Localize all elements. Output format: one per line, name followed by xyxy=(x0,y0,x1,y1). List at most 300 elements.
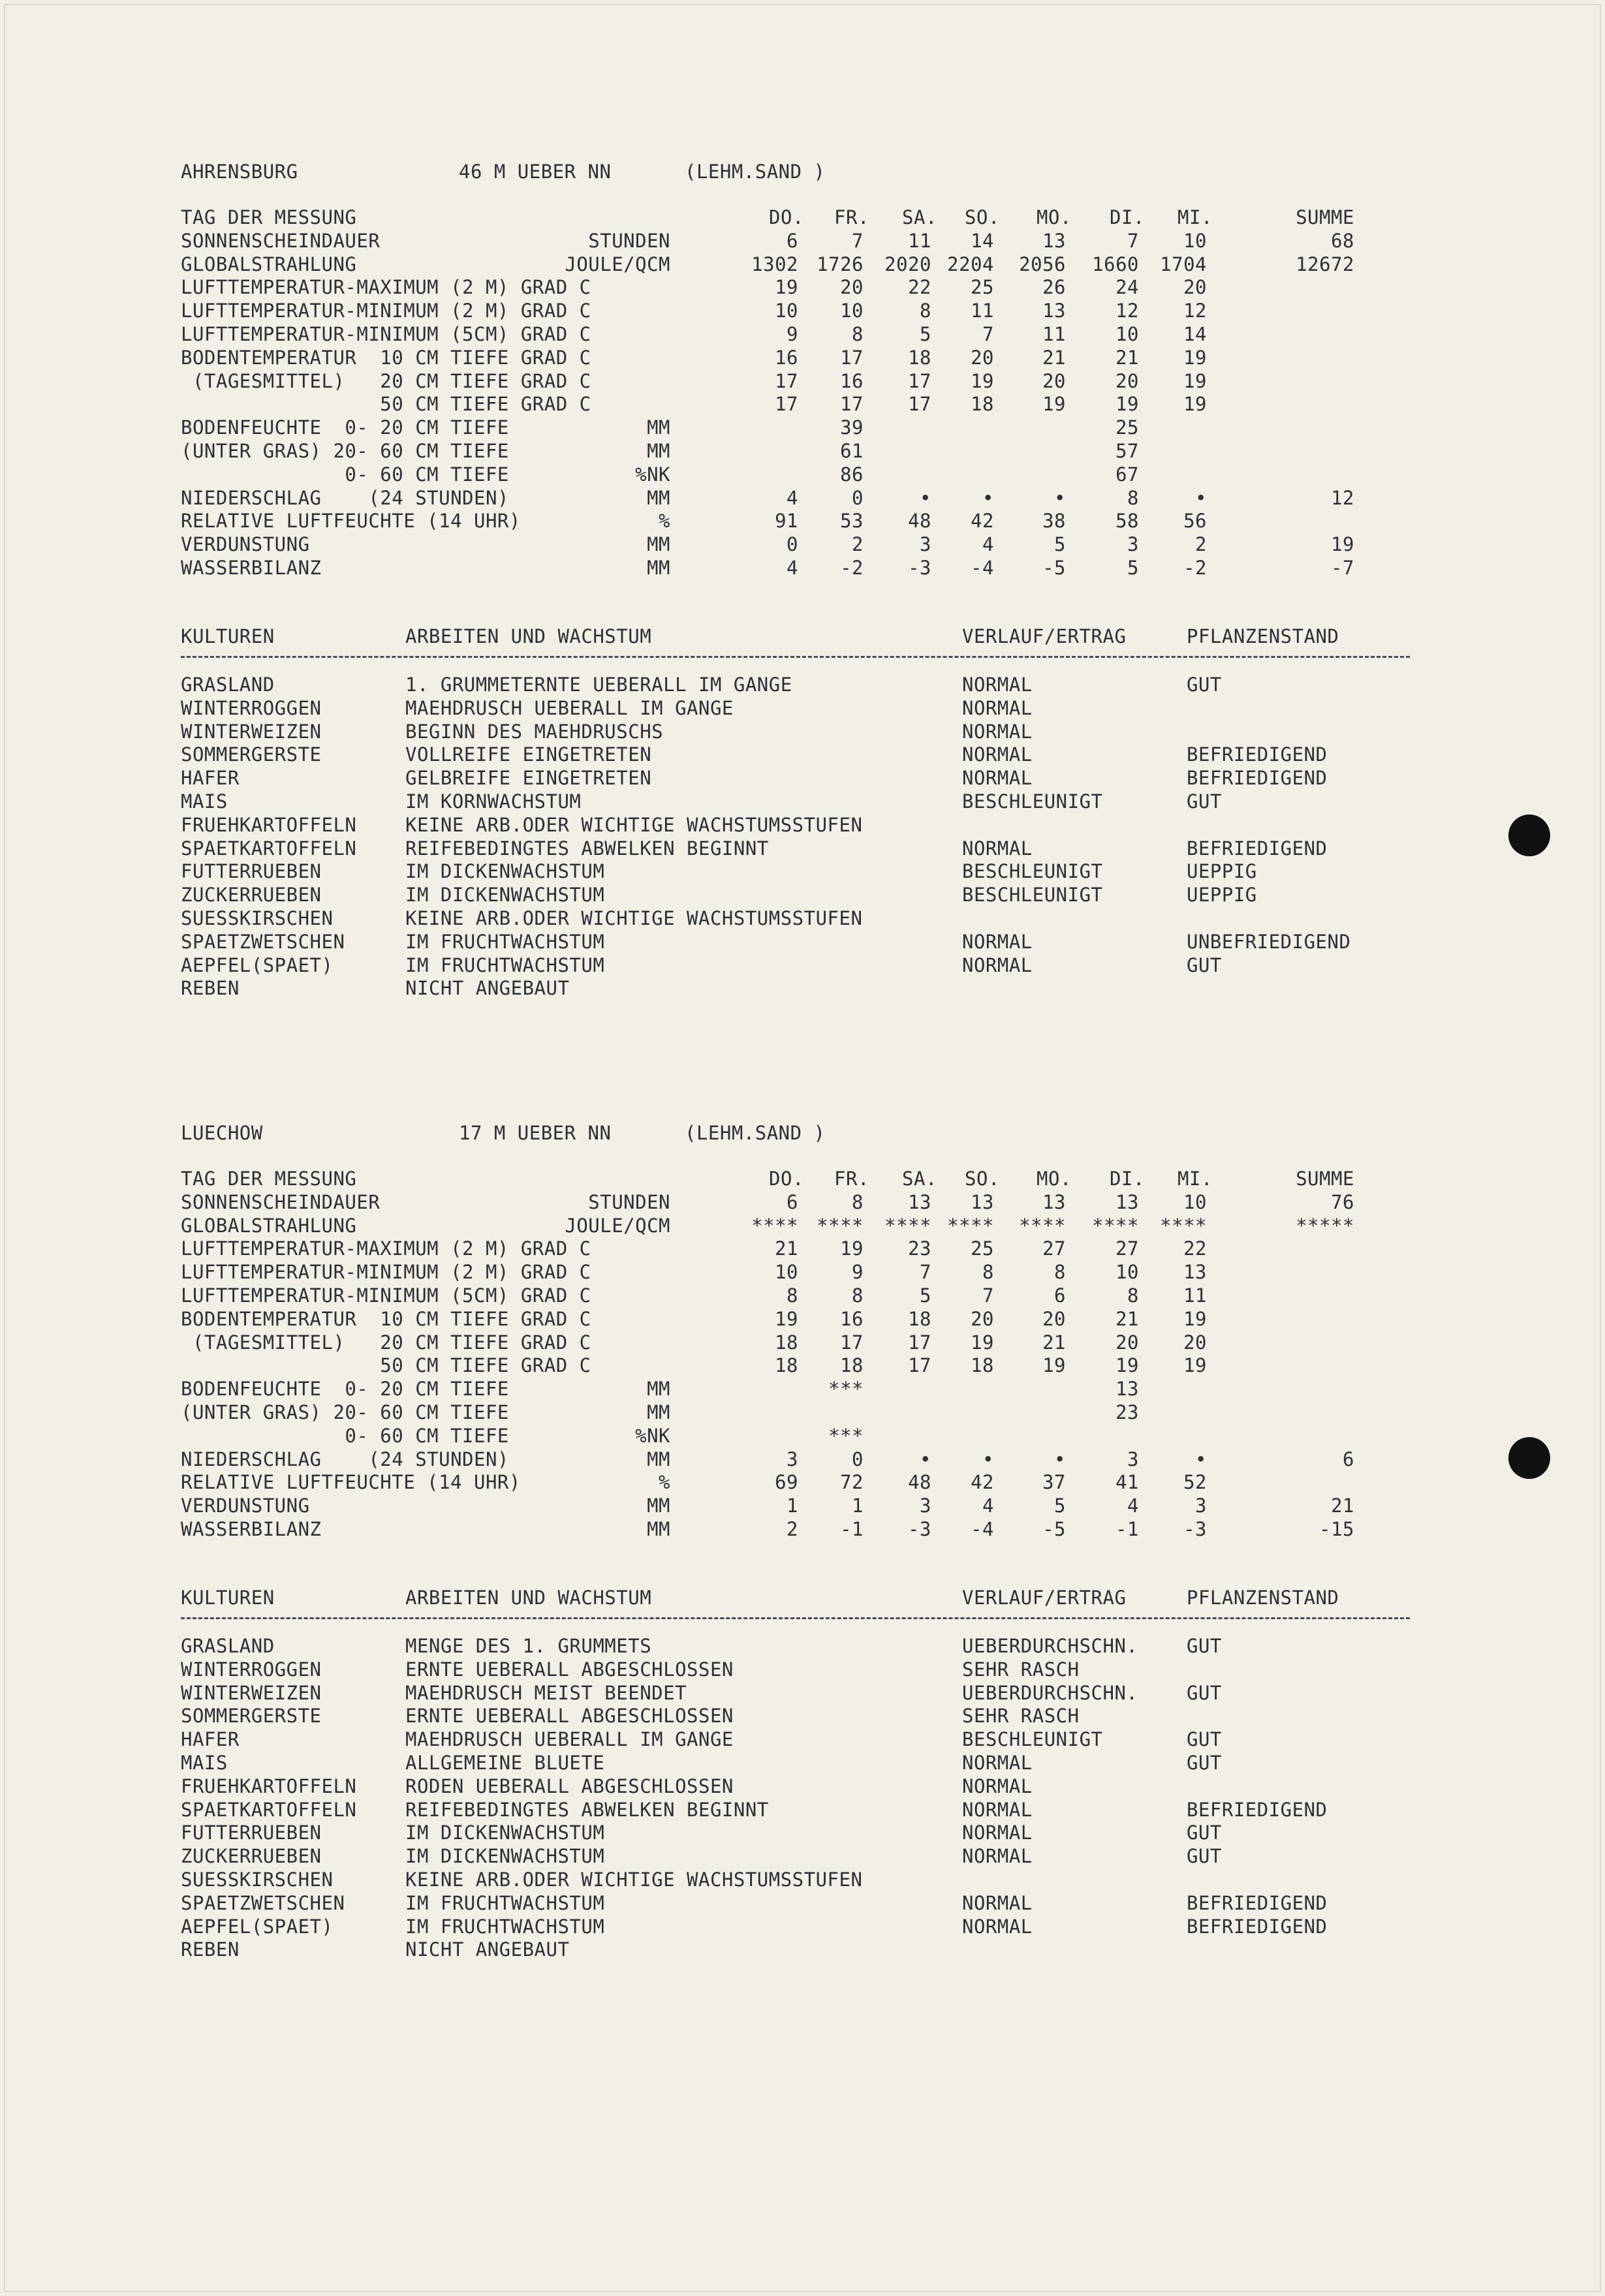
weather-row-unit: MM xyxy=(647,440,670,462)
weather-sum: 12672 xyxy=(1296,253,1354,275)
weather-value: 6 xyxy=(787,1190,798,1213)
weather-value: 57 xyxy=(1115,440,1139,462)
weather-value: 19 xyxy=(1042,1354,1066,1377)
crop-course: NORMAL xyxy=(962,720,1033,743)
weather-row-label: RELATIVE LUFTFEUCHTE (14 UHR) xyxy=(181,510,521,533)
weather-value: 4 xyxy=(982,533,994,556)
weather-row-unit: MM xyxy=(647,486,670,509)
weather-value: 19 xyxy=(840,1237,864,1260)
weather-value: 0 xyxy=(852,1448,864,1470)
weather-value: 18 xyxy=(971,1354,994,1377)
crop-work: BEGINN DES MAEHDRUSCHS xyxy=(405,720,664,743)
weather-row-unit: MM xyxy=(647,557,670,579)
weather-row-label: WASSERBILANZ xyxy=(181,1518,322,1540)
crop-state: BEFRIEDIGEND xyxy=(1187,1915,1328,1938)
weather-value: 10 xyxy=(1115,323,1139,345)
crop-name: SOMMERGERSTE xyxy=(181,743,322,766)
crops-header-course: VERLAUF/ERTRAG xyxy=(962,625,1127,647)
weather-value: 21 xyxy=(1115,1307,1139,1330)
crop-work: IM DICKENWACHSTUM xyxy=(405,1845,605,1868)
weather-value: 2056 xyxy=(1019,253,1066,275)
weather-value: 25 xyxy=(971,1237,994,1260)
weather-value: 3 xyxy=(1195,1495,1207,1517)
crop-work: IM FRUCHTWACHSTUM xyxy=(405,930,605,953)
crop-name: MAIS xyxy=(181,790,228,813)
weather-value: 5 xyxy=(1127,557,1139,579)
weather-sum: ***** xyxy=(1296,1214,1354,1237)
weather-value: • xyxy=(920,486,931,509)
weather-row-label: 50 CM TIEFE GRAD C xyxy=(181,393,591,416)
station-name: LUECHOW xyxy=(181,1122,263,1144)
weather-value: 17 xyxy=(840,346,864,369)
crop-work: IM KORNWACHSTUM xyxy=(405,790,582,813)
weather-row-label: GLOBALSTRAHLUNG xyxy=(181,1214,357,1237)
crops-header-state: PFLANZENSTAND xyxy=(1187,625,1339,647)
weather-value: 42 xyxy=(971,1471,994,1494)
weather-row-label: SONNENSCHEINDAUER xyxy=(181,1190,381,1213)
weather-value: 5 xyxy=(1054,533,1066,556)
weather-row-label: RELATIVE LUFTFEUCHTE (14 UHR) xyxy=(181,1471,521,1494)
weather-row-label: BODENTEMPERATUR 10 CM TIEFE GRAD C xyxy=(181,1307,591,1330)
weather-value: 9 xyxy=(787,323,798,345)
weather-value: 2020 xyxy=(884,253,931,275)
crop-state: GUT xyxy=(1187,954,1222,976)
crop-state: GUT xyxy=(1187,1635,1222,1657)
crop-name: HAFER xyxy=(181,767,240,790)
crop-work: NICHT ANGEBAUT xyxy=(405,977,570,1000)
crop-work: IM DICKENWACHSTUM xyxy=(405,884,605,907)
weather-value: 19 xyxy=(1183,1307,1207,1330)
crop-name: FRUEHKARTOFFELN xyxy=(181,1775,357,1797)
crop-work: VOLLREIFE EINGETRETEN xyxy=(405,743,652,766)
weather-row-label: BODENFEUCHTE 0- 20 CM TIEFE xyxy=(181,1378,509,1401)
crop-work: REIFEBEDINGTES ABWELKEN BEGINNT xyxy=(405,1798,769,1821)
day-header: DI. xyxy=(1110,1168,1145,1190)
weather-value: 11 xyxy=(1183,1284,1207,1307)
crop-name: WINTERROGGEN xyxy=(181,1658,322,1681)
sum-header: SUMME xyxy=(1296,1168,1354,1190)
station-elevation: 17 M UEBER NN xyxy=(459,1122,612,1144)
weather-value: 2 xyxy=(852,533,864,556)
weather-value: 7 xyxy=(982,323,994,345)
weather-row-label: VERDUNSTUNG xyxy=(181,1495,310,1517)
crop-work: KEINE ARB.ODER WICHTIGE WACHSTUMSSTUFEN xyxy=(405,813,863,836)
weather-value: 41 xyxy=(1115,1471,1139,1494)
weather-value: • xyxy=(1054,486,1066,509)
weather-value: 19 xyxy=(775,1307,798,1330)
weather-value: 11 xyxy=(1042,323,1066,345)
weather-row-label: (UNTER GRAS) 20- 60 CM TIEFE xyxy=(181,440,509,462)
weather-value: 19 xyxy=(775,276,798,299)
station-name: AHRENSBURG xyxy=(181,161,298,183)
crop-work: IM DICKENWACHSTUM xyxy=(405,860,605,883)
crop-work: ALLGEMEINE BLUETE xyxy=(405,1752,605,1774)
day-header-label: TAG DER MESSUNG xyxy=(181,206,357,228)
crop-name: MAIS xyxy=(181,1752,228,1774)
weather-sum: -7 xyxy=(1331,557,1354,579)
crop-course: SEHR RASCH xyxy=(962,1705,1080,1728)
crop-course: NORMAL xyxy=(962,1822,1033,1844)
weather-row-label: BODENFEUCHTE 0- 20 CM TIEFE xyxy=(181,416,509,439)
weather-value: 22 xyxy=(908,276,931,299)
weather-value: 11 xyxy=(971,300,994,322)
weather-value: 8 xyxy=(852,323,864,345)
weather-row-unit: %NK xyxy=(635,1424,670,1447)
crop-state: GUT xyxy=(1187,674,1222,696)
weather-value: 17 xyxy=(908,393,931,416)
weather-value: 10 xyxy=(1183,229,1207,252)
crop-name: FUTTERRUEBEN xyxy=(181,860,322,883)
weather-value: -1 xyxy=(1115,1518,1139,1540)
crop-course: UEBERDURCHSCHN. xyxy=(962,1635,1138,1657)
weather-value: 8 xyxy=(1054,1261,1066,1284)
weather-sum: 68 xyxy=(1331,229,1354,252)
weather-value: 22 xyxy=(1183,1237,1207,1260)
weather-row-label: NIEDERSCHLAG (24 STUNDEN) xyxy=(181,1448,509,1470)
weather-value: 13 xyxy=(1042,300,1066,322)
weather-value: *** xyxy=(828,1424,864,1447)
weather-value: 16 xyxy=(840,1307,864,1330)
crop-course: NORMAL xyxy=(962,837,1033,860)
weather-sum: 21 xyxy=(1331,1495,1354,1517)
weather-value: • xyxy=(1195,486,1207,509)
weather-value: 56 xyxy=(1183,510,1207,533)
crop-name: SPAETZWETSCHEN xyxy=(181,1891,345,1914)
weather-value: 20 xyxy=(1115,369,1139,392)
crop-course: NORMAL xyxy=(962,743,1033,766)
weather-value: 8 xyxy=(920,300,931,322)
crop-course: BESCHLEUNIGT xyxy=(962,860,1103,883)
weather-value: 38 xyxy=(1042,510,1066,533)
crop-name: HAFER xyxy=(181,1728,240,1751)
weather-value: 8 xyxy=(982,1261,994,1284)
weather-value: 21 xyxy=(1115,346,1139,369)
weather-row-label: (TAGESMITTEL) 20 CM TIEFE GRAD C xyxy=(181,1331,591,1354)
weather-value: 18 xyxy=(775,1331,798,1354)
weather-value: 1 xyxy=(852,1495,864,1517)
weather-value: 10 xyxy=(775,300,798,322)
weather-value: 16 xyxy=(775,346,798,369)
weather-row-label: BODENTEMPERATUR 10 CM TIEFE GRAD C xyxy=(181,346,591,369)
crops-header-work: ARBEITEN UND WACHSTUM xyxy=(405,1587,652,1609)
crop-name: SOMMERGERSTE xyxy=(181,1705,322,1728)
weather-value: 20 xyxy=(971,346,994,369)
weather-row-label: (TAGESMITTEL) 20 CM TIEFE GRAD C xyxy=(181,369,591,392)
crop-name: SPAETKARTOFFELN xyxy=(181,837,357,860)
weather-value: 19 xyxy=(1042,393,1066,416)
crop-course: NORMAL xyxy=(962,674,1033,696)
day-header: DO. xyxy=(769,1168,804,1190)
weather-row-unit: MM xyxy=(647,1401,670,1423)
weather-value: 8 xyxy=(852,1284,864,1307)
weather-value: 13 xyxy=(908,1190,931,1213)
day-header: MO. xyxy=(1036,1168,1072,1190)
crop-course: UEBERDURCHSCHN. xyxy=(962,1681,1138,1704)
weather-value: 19 xyxy=(971,1331,994,1354)
weather-value: • xyxy=(1054,1448,1066,1470)
weather-value: **** xyxy=(947,1214,994,1237)
crop-state: GUT xyxy=(1187,790,1222,813)
crop-name: AEPFEL(SPAET) xyxy=(181,954,334,976)
crop-course: NORMAL xyxy=(962,696,1033,719)
weather-value: 72 xyxy=(840,1471,864,1494)
day-header: MI. xyxy=(1177,206,1213,228)
weather-value: 19 xyxy=(1183,369,1207,392)
crop-name: ZUCKERRUEBEN xyxy=(181,1845,322,1868)
weather-value: 27 xyxy=(1115,1237,1139,1260)
weather-value: 37 xyxy=(1042,1471,1066,1494)
crop-name: GRASLAND xyxy=(181,674,275,696)
weather-value: -1 xyxy=(840,1518,864,1540)
weather-row-label: VERDUNSTUNG xyxy=(181,533,310,556)
weather-value: • xyxy=(982,1448,994,1470)
crop-work: GELBREIFE EINGETRETEN xyxy=(405,767,652,790)
crop-state: GUT xyxy=(1187,1845,1222,1868)
crops-header-work: ARBEITEN UND WACHSTUM xyxy=(405,625,652,647)
weather-value: 20 xyxy=(1042,1307,1066,1330)
weather-row-label: LUFTTEMPERATUR-MINIMUM (2 M) GRAD C xyxy=(181,1261,591,1284)
weather-value: 17 xyxy=(908,1331,931,1354)
crop-state: UEPPIG xyxy=(1187,884,1257,907)
crop-work: KEINE ARB.ODER WICHTIGE WACHSTUMSSTUFEN xyxy=(405,1869,863,1891)
weather-value: 11 xyxy=(908,229,931,252)
crop-work: 1. GRUMMETERNTE UEBERALL IM GANGE xyxy=(405,674,792,696)
weather-value: 2 xyxy=(1195,533,1207,556)
weather-value: 19 xyxy=(1183,393,1207,416)
sum-header: SUMME xyxy=(1296,206,1354,228)
weather-value: 17 xyxy=(840,393,864,416)
day-header: SO. xyxy=(965,1168,1000,1190)
crop-work: MAEHDRUSCH MEIST BEENDET xyxy=(405,1681,687,1704)
crop-work: IM DICKENWACHSTUM xyxy=(405,1822,605,1844)
weather-value: 7 xyxy=(852,229,864,252)
weather-value: 20 xyxy=(1115,1331,1139,1354)
weather-sum: 76 xyxy=(1331,1190,1354,1213)
weather-value: 7 xyxy=(982,1284,994,1307)
weather-value: 25 xyxy=(971,276,994,299)
weather-value: -2 xyxy=(840,557,864,579)
weather-value: • xyxy=(1195,1448,1207,1470)
crop-name: SPAETZWETSCHEN xyxy=(181,930,345,953)
crop-name: SUESSKIRSCHEN xyxy=(181,907,334,929)
weather-value: 48 xyxy=(908,1471,931,1494)
weather-value: 18 xyxy=(908,1307,931,1330)
weather-value: 1726 xyxy=(817,253,864,275)
crop-work: IM FRUCHTWACHSTUM xyxy=(405,954,605,976)
weather-row-unit: MM xyxy=(647,1518,670,1540)
crop-course: NORMAL xyxy=(962,1775,1033,1797)
weather-value: -3 xyxy=(908,557,931,579)
weather-value: *** xyxy=(828,1378,864,1401)
crop-state: GUT xyxy=(1187,1681,1222,1704)
crop-course: NORMAL xyxy=(962,1845,1033,1868)
punch-hole xyxy=(1508,1437,1550,1479)
weather-row-unit: STUNDEN xyxy=(588,1190,670,1213)
weather-value: 8 xyxy=(1127,486,1139,509)
punch-hole xyxy=(1508,814,1550,856)
weather-value: 10 xyxy=(840,300,864,322)
weather-value: 3 xyxy=(920,533,931,556)
weather-value: 0 xyxy=(852,486,864,509)
crop-name: REBEN xyxy=(181,1938,240,1961)
weather-value: 17 xyxy=(908,1354,931,1377)
weather-row-unit: MM xyxy=(647,533,670,556)
crop-state: BEFRIEDIGEND xyxy=(1187,743,1328,766)
weather-value: • xyxy=(982,486,994,509)
station-soil: (LEHM.SAND ) xyxy=(685,1122,826,1144)
weather-value: 86 xyxy=(840,463,864,486)
dashed-rule xyxy=(181,656,1410,658)
crop-state: BEFRIEDIGEND xyxy=(1187,767,1328,790)
weather-value: 10 xyxy=(775,1261,798,1284)
day-header: FR. xyxy=(834,206,869,228)
weather-value: 3 xyxy=(1127,533,1139,556)
weather-value: 39 xyxy=(840,416,864,439)
crop-name: AEPFEL(SPAET) xyxy=(181,1915,334,1938)
crop-course: BESCHLEUNIGT xyxy=(962,790,1103,813)
weather-value: 7 xyxy=(920,1261,931,1284)
crop-course: BESCHLEUNIGT xyxy=(962,884,1103,907)
crop-work: IM FRUCHTWACHSTUM xyxy=(405,1891,605,1914)
weather-value: 21 xyxy=(1042,346,1066,369)
weather-value: 67 xyxy=(1115,463,1139,486)
day-header: SA. xyxy=(902,206,937,228)
crop-state: GUT xyxy=(1187,1728,1222,1751)
weather-value: 20 xyxy=(1183,1331,1207,1354)
crops-header-state: PFLANZENSTAND xyxy=(1187,1587,1339,1609)
crop-name: WINTERWEIZEN xyxy=(181,1681,322,1704)
weather-value: 19 xyxy=(971,369,994,392)
crop-name: FUTTERRUEBEN xyxy=(181,1822,322,1844)
crop-name: WINTERWEIZEN xyxy=(181,720,322,743)
day-header-label: TAG DER MESSUNG xyxy=(181,1168,357,1190)
weather-value: 3 xyxy=(1127,1448,1139,1470)
weather-value: 21 xyxy=(775,1237,798,1260)
weather-value: 20 xyxy=(840,276,864,299)
crop-name: ZUCKERRUEBEN xyxy=(181,884,322,907)
crop-name: GRASLAND xyxy=(181,1635,275,1657)
weather-value: 21 xyxy=(1042,1331,1066,1354)
weather-row-unit: STUNDEN xyxy=(588,229,670,252)
weather-value: -3 xyxy=(908,1518,931,1540)
weather-value: -3 xyxy=(1183,1518,1207,1540)
weather-value: 19 xyxy=(1183,1354,1207,1377)
crop-work: REIFEBEDINGTES ABWELKEN BEGINNT xyxy=(405,837,769,860)
weather-row-label: LUFTTEMPERATUR-MAXIMUM (2 M) GRAD C xyxy=(181,1237,591,1260)
weather-value: -4 xyxy=(971,1518,994,1540)
weather-row-unit: MM xyxy=(647,416,670,439)
weather-value: 17 xyxy=(908,369,931,392)
crop-name: FRUEHKARTOFFELN xyxy=(181,813,357,836)
crop-state: GUT xyxy=(1187,1822,1222,1844)
weather-value: 8 xyxy=(1127,1284,1139,1307)
weather-row-unit: MM xyxy=(647,1378,670,1401)
crop-state: GUT xyxy=(1187,1752,1222,1774)
weather-value: -2 xyxy=(1183,557,1207,579)
weather-value: 27 xyxy=(1042,1237,1066,1260)
weather-value: 0 xyxy=(787,533,798,556)
crop-course: NORMAL xyxy=(962,1891,1033,1914)
station-elevation: 46 M UEBER NN xyxy=(459,161,612,183)
crop-course: SEHR RASCH xyxy=(962,1658,1080,1681)
weather-value: 1302 xyxy=(751,253,798,275)
crop-state: BEFRIEDIGEND xyxy=(1187,837,1328,860)
weather-value: 18 xyxy=(840,1354,864,1377)
weather-value: 17 xyxy=(840,1331,864,1354)
crop-course: NORMAL xyxy=(962,1798,1033,1821)
weather-value: 4 xyxy=(787,486,798,509)
weather-value: 12 xyxy=(1115,300,1139,322)
weather-value: 10 xyxy=(1115,1261,1139,1284)
weather-value: 52 xyxy=(1183,1471,1207,1494)
weather-value: 4 xyxy=(1127,1495,1139,1517)
weather-row-label: 0- 60 CM TIEFE xyxy=(181,463,509,486)
crops-header-crop: KULTUREN xyxy=(181,1587,275,1609)
day-header: FR. xyxy=(834,1168,869,1190)
weather-value: • xyxy=(920,1448,931,1470)
weather-value: 16 xyxy=(840,369,864,392)
weather-row-unit: %NK xyxy=(635,463,670,486)
day-header: SA. xyxy=(902,1168,937,1190)
weather-value: 23 xyxy=(1115,1401,1139,1423)
crop-work: ERNTE UEBERALL ABGESCHLOSSEN xyxy=(405,1658,734,1681)
crop-work: RODEN UEBERALL ABGESCHLOSSEN xyxy=(405,1775,734,1797)
weather-value: 12 xyxy=(1183,300,1207,322)
weather-value: 8 xyxy=(787,1284,798,1307)
day-header: MI. xyxy=(1177,1168,1213,1190)
weather-value: 3 xyxy=(787,1448,798,1470)
weather-value: 4 xyxy=(982,1495,994,1517)
weather-value: 20 xyxy=(1042,369,1066,392)
weather-value: 13 xyxy=(1183,1261,1207,1284)
weather-value: **** xyxy=(884,1214,931,1237)
weather-row-unit: MM xyxy=(647,1448,670,1470)
weather-value: 91 xyxy=(775,510,798,533)
crop-course: BESCHLEUNIGT xyxy=(962,1728,1103,1751)
crop-state: UEPPIG xyxy=(1187,860,1257,883)
weather-row-label: SONNENSCHEINDAUER xyxy=(181,229,381,252)
weather-value: 18 xyxy=(908,346,931,369)
weather-value: 2 xyxy=(787,1518,798,1540)
weather-row-label: LUFTTEMPERATUR-MINIMUM (5CM) GRAD C xyxy=(181,323,591,345)
weather-value: -5 xyxy=(1042,557,1066,579)
weather-value: 8 xyxy=(852,1190,864,1213)
weather-value: 25 xyxy=(1115,416,1139,439)
weather-value: 20 xyxy=(971,1307,994,1330)
crop-work: MAEHDRUSCH UEBERALL IM GANGE xyxy=(405,1728,734,1751)
weather-value: 2204 xyxy=(947,253,994,275)
weather-value: **** xyxy=(1092,1214,1139,1237)
weather-value: 17 xyxy=(775,393,798,416)
weather-row-label: (UNTER GRAS) 20- 60 CM TIEFE xyxy=(181,1401,509,1423)
weather-value: 1660 xyxy=(1092,253,1139,275)
weather-row-unit: % xyxy=(659,1471,670,1494)
day-header: DI. xyxy=(1110,206,1145,228)
weather-value: 69 xyxy=(775,1471,798,1494)
weather-value: 5 xyxy=(920,323,931,345)
weather-value: 3 xyxy=(920,1495,931,1517)
weather-row-label: LUFTTEMPERATUR-MINIMUM (5CM) GRAD C xyxy=(181,1284,591,1307)
weather-value: 19 xyxy=(1115,393,1139,416)
weather-value: 23 xyxy=(908,1237,931,1260)
crop-course: NORMAL xyxy=(962,1915,1033,1938)
weather-row-unit: % xyxy=(659,510,670,533)
weather-value: 61 xyxy=(840,440,864,462)
day-header: MO. xyxy=(1036,206,1072,228)
crop-name: WINTERROGGEN xyxy=(181,696,322,719)
crop-name: SUESSKIRSCHEN xyxy=(181,1869,334,1891)
weather-value: 17 xyxy=(775,369,798,392)
